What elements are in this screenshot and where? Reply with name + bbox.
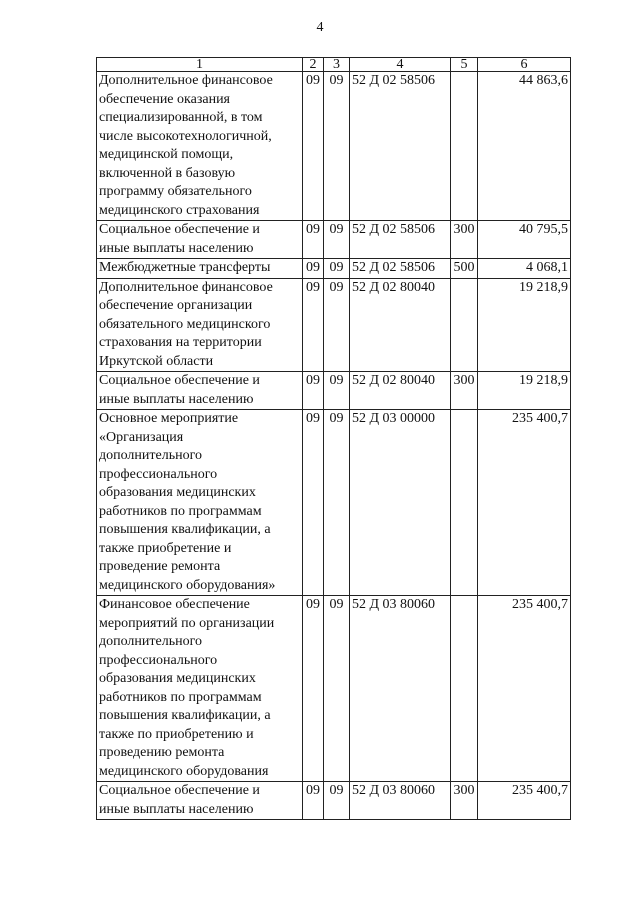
cell-name-line: Дополнительное финансовое xyxy=(99,279,273,295)
cell-name-line: профессионального xyxy=(99,652,218,668)
cell-section: 09 xyxy=(303,372,324,410)
cell-name-line: страхования на территории xyxy=(99,335,262,350)
cell-name-line: программу обязательного xyxy=(99,184,252,199)
cell-name-line: Социальное обеспечение и xyxy=(99,783,260,798)
cell-name-line: обеспечение организации xyxy=(99,298,253,313)
cell-name xyxy=(97,372,303,410)
cell-name-line: медицинского страхования xyxy=(99,202,260,218)
cell-name xyxy=(97,221,303,259)
table-body xyxy=(97,72,571,820)
cell-name xyxy=(97,782,303,820)
table-row xyxy=(97,259,571,279)
cell-amount: 19 218,9 xyxy=(478,372,571,410)
cell-expense-type xyxy=(451,278,478,372)
table-row xyxy=(97,221,571,259)
table-row xyxy=(97,72,571,221)
column-header-name: 1 xyxy=(97,58,303,72)
table-row xyxy=(97,410,571,596)
table-row xyxy=(97,278,571,372)
cell-target-article: 52 Д 03 00000 xyxy=(350,410,451,596)
cell-section: 09 xyxy=(303,410,324,596)
cell-subsection: 09 xyxy=(324,221,350,259)
table-row xyxy=(97,372,571,410)
cell-expense-type: 500 xyxy=(451,259,478,279)
column-header-section: 2 xyxy=(303,58,324,72)
cell-amount: 235 400,7 xyxy=(478,782,571,820)
cell-name-line: специализированной, в том xyxy=(99,110,263,125)
column-header-amount: 6 xyxy=(478,58,571,72)
cell-amount: 235 400,7 xyxy=(478,410,571,596)
cell-name-line: также приобретение и xyxy=(99,540,232,556)
cell-section: 09 xyxy=(303,72,324,221)
cell-target-article: 52 Д 02 58506 xyxy=(350,72,451,221)
cell-name-line: проведению ремонта xyxy=(99,745,225,760)
cell-section: 09 xyxy=(303,259,324,279)
column-header-target-article: 4 xyxy=(350,58,451,72)
cell-name-line: профессионального xyxy=(99,466,218,482)
cell-name-line: повышения квалификации, а xyxy=(99,522,271,537)
cell-name-line: иные выплаты населению xyxy=(99,240,254,256)
column-header-subsection: 3 xyxy=(324,58,350,72)
cell-amount: 44 863,6 xyxy=(478,72,571,221)
cell-name-line: повышения квалификации, а xyxy=(99,708,271,723)
cell-expense-type xyxy=(451,596,478,782)
cell-subsection: 09 xyxy=(324,259,350,279)
cell-name-line: проведение ремонта xyxy=(99,559,221,574)
table-header-row xyxy=(97,58,571,72)
cell-name-line: медицинского оборудования xyxy=(99,763,269,779)
cell-target-article: 52 Д 03 80060 xyxy=(350,782,451,820)
cell-subsection: 09 xyxy=(324,410,350,596)
cell-expense-type: 300 xyxy=(451,782,478,820)
cell-name-line: дополнительного xyxy=(99,448,202,463)
table-row xyxy=(97,782,571,820)
cell-name-line: числе высокотехнологичной, xyxy=(99,128,272,144)
cell-name-line: Основное мероприятие xyxy=(99,411,239,426)
cell-target-article: 52 Д 03 80060 xyxy=(350,596,451,782)
cell-target-article: 52 Д 02 58506 xyxy=(350,259,451,279)
cell-name xyxy=(97,72,303,221)
cell-expense-type xyxy=(451,410,478,596)
cell-name-line: Социальное обеспечение и xyxy=(99,373,260,388)
cell-subsection: 09 xyxy=(324,278,350,372)
cell-amount: 40 795,5 xyxy=(478,221,571,259)
cell-name-line: медицинской помощи, xyxy=(99,147,234,162)
cell-section: 09 xyxy=(303,596,324,782)
cell-name-line: образования медицинских xyxy=(99,485,256,500)
cell-expense-type xyxy=(451,72,478,221)
cell-amount: 19 218,9 xyxy=(478,278,571,372)
cell-name xyxy=(97,259,303,279)
cell-target-article: 52 Д 02 58506 xyxy=(350,221,451,259)
cell-name-line: медицинского оборудования» xyxy=(99,577,276,593)
cell-name-line: обеспечение оказания xyxy=(99,91,230,107)
cell-name-line: Дополнительное финансовое xyxy=(99,73,273,88)
cell-name-line: мероприятий по организации xyxy=(99,615,275,631)
cell-name-line: Финансовое обеспечение xyxy=(99,597,250,612)
cell-section: 09 xyxy=(303,278,324,372)
cell-name-line: «Организация xyxy=(99,429,184,445)
table-row xyxy=(97,596,571,782)
cell-name-line: дополнительного xyxy=(99,634,202,649)
cell-name-line: иные выплаты населению xyxy=(99,801,254,817)
cell-name-line: работников по программам xyxy=(99,503,262,519)
cell-subsection: 09 xyxy=(324,596,350,782)
cell-subsection: 09 xyxy=(324,782,350,820)
cell-amount: 235 400,7 xyxy=(478,596,571,782)
cell-name-line: иные выплаты населению xyxy=(99,391,254,407)
cell-expense-type: 300 xyxy=(451,372,478,410)
cell-target-article: 52 Д 02 80040 xyxy=(350,372,451,410)
cell-name-line: также по приобретению и xyxy=(99,726,254,742)
cell-name-line: работников по программам xyxy=(99,689,262,705)
cell-name-line: Иркутской области xyxy=(99,353,214,369)
cell-name-line: включенной в базовую xyxy=(99,165,236,181)
cell-target-article: 52 Д 02 80040 xyxy=(350,278,451,372)
page-number: 4 xyxy=(316,20,324,35)
column-header-expense-type: 5 xyxy=(451,58,478,72)
cell-subsection: 09 xyxy=(324,372,350,410)
cell-subsection: 09 xyxy=(324,72,350,221)
cell-expense-type: 300 xyxy=(451,221,478,259)
cell-name-line: образования медицинских xyxy=(99,671,256,686)
cell-name-line: Межбюджетные трансферты xyxy=(99,260,271,275)
cell-section: 09 xyxy=(303,782,324,820)
cell-name xyxy=(97,410,303,596)
cell-amount: 4 068,1 xyxy=(478,259,571,279)
budget-table xyxy=(96,57,571,820)
cell-name xyxy=(97,278,303,372)
cell-name-line: Социальное обеспечение и xyxy=(99,222,260,237)
cell-section: 09 xyxy=(303,221,324,259)
cell-name-line: обязательного медицинского xyxy=(99,316,271,332)
cell-name xyxy=(97,596,303,782)
